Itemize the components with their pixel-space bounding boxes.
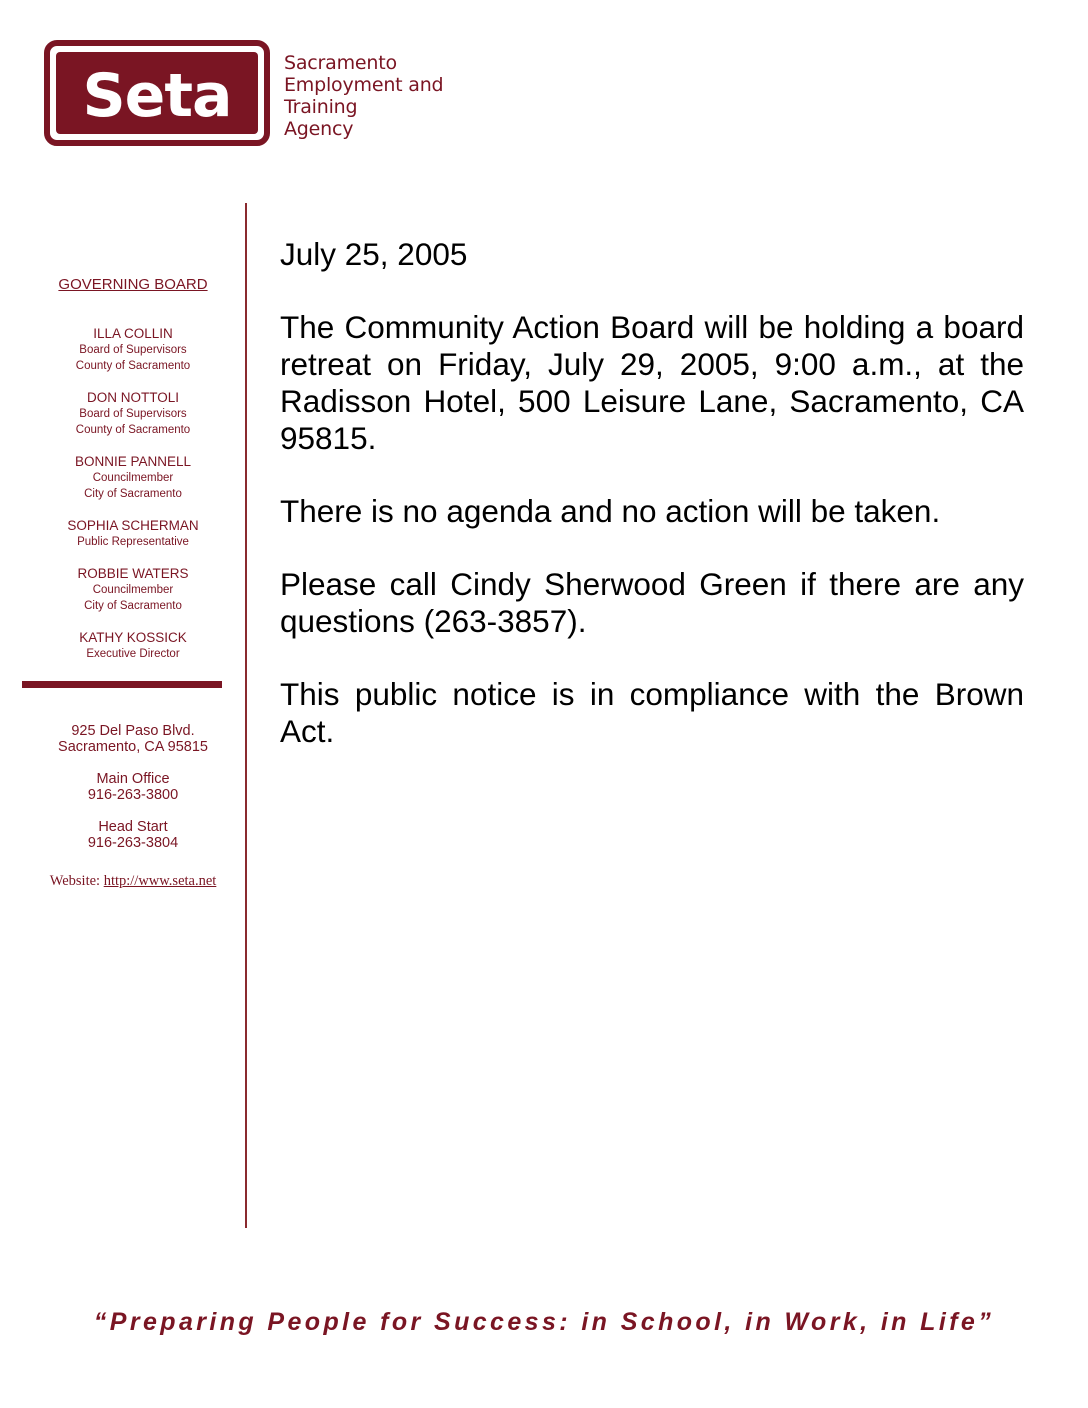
main-office-label: Main Office — [96, 771, 170, 787]
head-start-phone: 916-263-3804 — [87, 835, 179, 851]
main-office-phone: 916-263-3800 — [87, 787, 179, 803]
logo-wordmark: Seta — [82, 61, 232, 131]
website-label: Website: — [49, 873, 104, 889]
member-name: DON NOTTOLI — [86, 390, 179, 405]
board-member — [22, 389, 244, 438]
member-title: Board of Supervisors — [79, 344, 187, 356]
sidebar — [22, 276, 244, 890]
address-line: 925 Del Paso Blvd. — [71, 723, 195, 739]
main-office — [22, 771, 244, 803]
board-member — [22, 565, 244, 614]
contact-info — [22, 723, 244, 851]
board-member — [22, 453, 244, 502]
member-title: Councilmember — [92, 584, 174, 596]
board-member — [22, 629, 244, 662]
letter-paragraph: The Community Action Board will be holding a board retreat on Friday, July 29, 2005, 9:00 a.m., at the Radisson Hotel, 500 Leisure Lane, Sacramento, CA 95815. — [280, 309, 1024, 456]
seta-logo — [44, 40, 270, 146]
website — [22, 873, 244, 890]
member-affiliation: County of Sacramento — [75, 424, 191, 436]
letter-date: July 25, 2005 — [280, 236, 468, 272]
footer-motto: “Preparing People for Success: in School, in Work, in Life” — [93, 1308, 995, 1336]
member-name: BONNIE PANNELL — [74, 454, 192, 469]
member-title: Public Representative — [77, 536, 189, 548]
member-title: Executive Director — [86, 648, 180, 660]
website-link[interactable]: http://www.seta.net — [103, 873, 217, 889]
agency-line: Employment and — [284, 74, 444, 96]
sidebar-divider — [22, 681, 222, 688]
agency-line: Training — [284, 96, 358, 118]
letter-body — [280, 236, 1024, 786]
governing-board-title: GOVERNING BOARD — [58, 276, 208, 293]
member-name: ROBBIE WATERS — [77, 566, 189, 581]
member-affiliation: City of Sacramento — [84, 600, 182, 612]
vertical-divider — [245, 203, 247, 1228]
member-affiliation: County of Sacramento — [75, 360, 191, 372]
letter-paragraph: Please call Cindy Sherwood Green if there are any questions (263-3857). — [280, 566, 1024, 639]
head-start-label: Head Start — [98, 819, 168, 835]
address-line: Sacramento, CA 95815 — [58, 739, 208, 755]
letter-paragraph: There is no agenda and no action will be taken. — [280, 493, 941, 529]
member-affiliation: City of Sacramento — [84, 488, 182, 500]
head-start — [22, 819, 244, 851]
agency-line: Agency — [284, 118, 354, 140]
address — [22, 723, 244, 755]
agency-name — [284, 52, 443, 140]
agency-line: Sacramento — [284, 52, 397, 74]
member-name: SOPHIA SCHERMAN — [67, 518, 199, 533]
member-name: ILLA COLLIN — [93, 326, 173, 341]
board-member — [22, 325, 244, 374]
member-title: Councilmember — [92, 472, 174, 484]
letter-paragraph: This public notice is in compliance with the Brown Act. — [280, 676, 1024, 749]
board-member — [22, 517, 244, 550]
member-title: Board of Supervisors — [79, 408, 187, 420]
member-name: KATHY KOSSICK — [79, 630, 187, 645]
